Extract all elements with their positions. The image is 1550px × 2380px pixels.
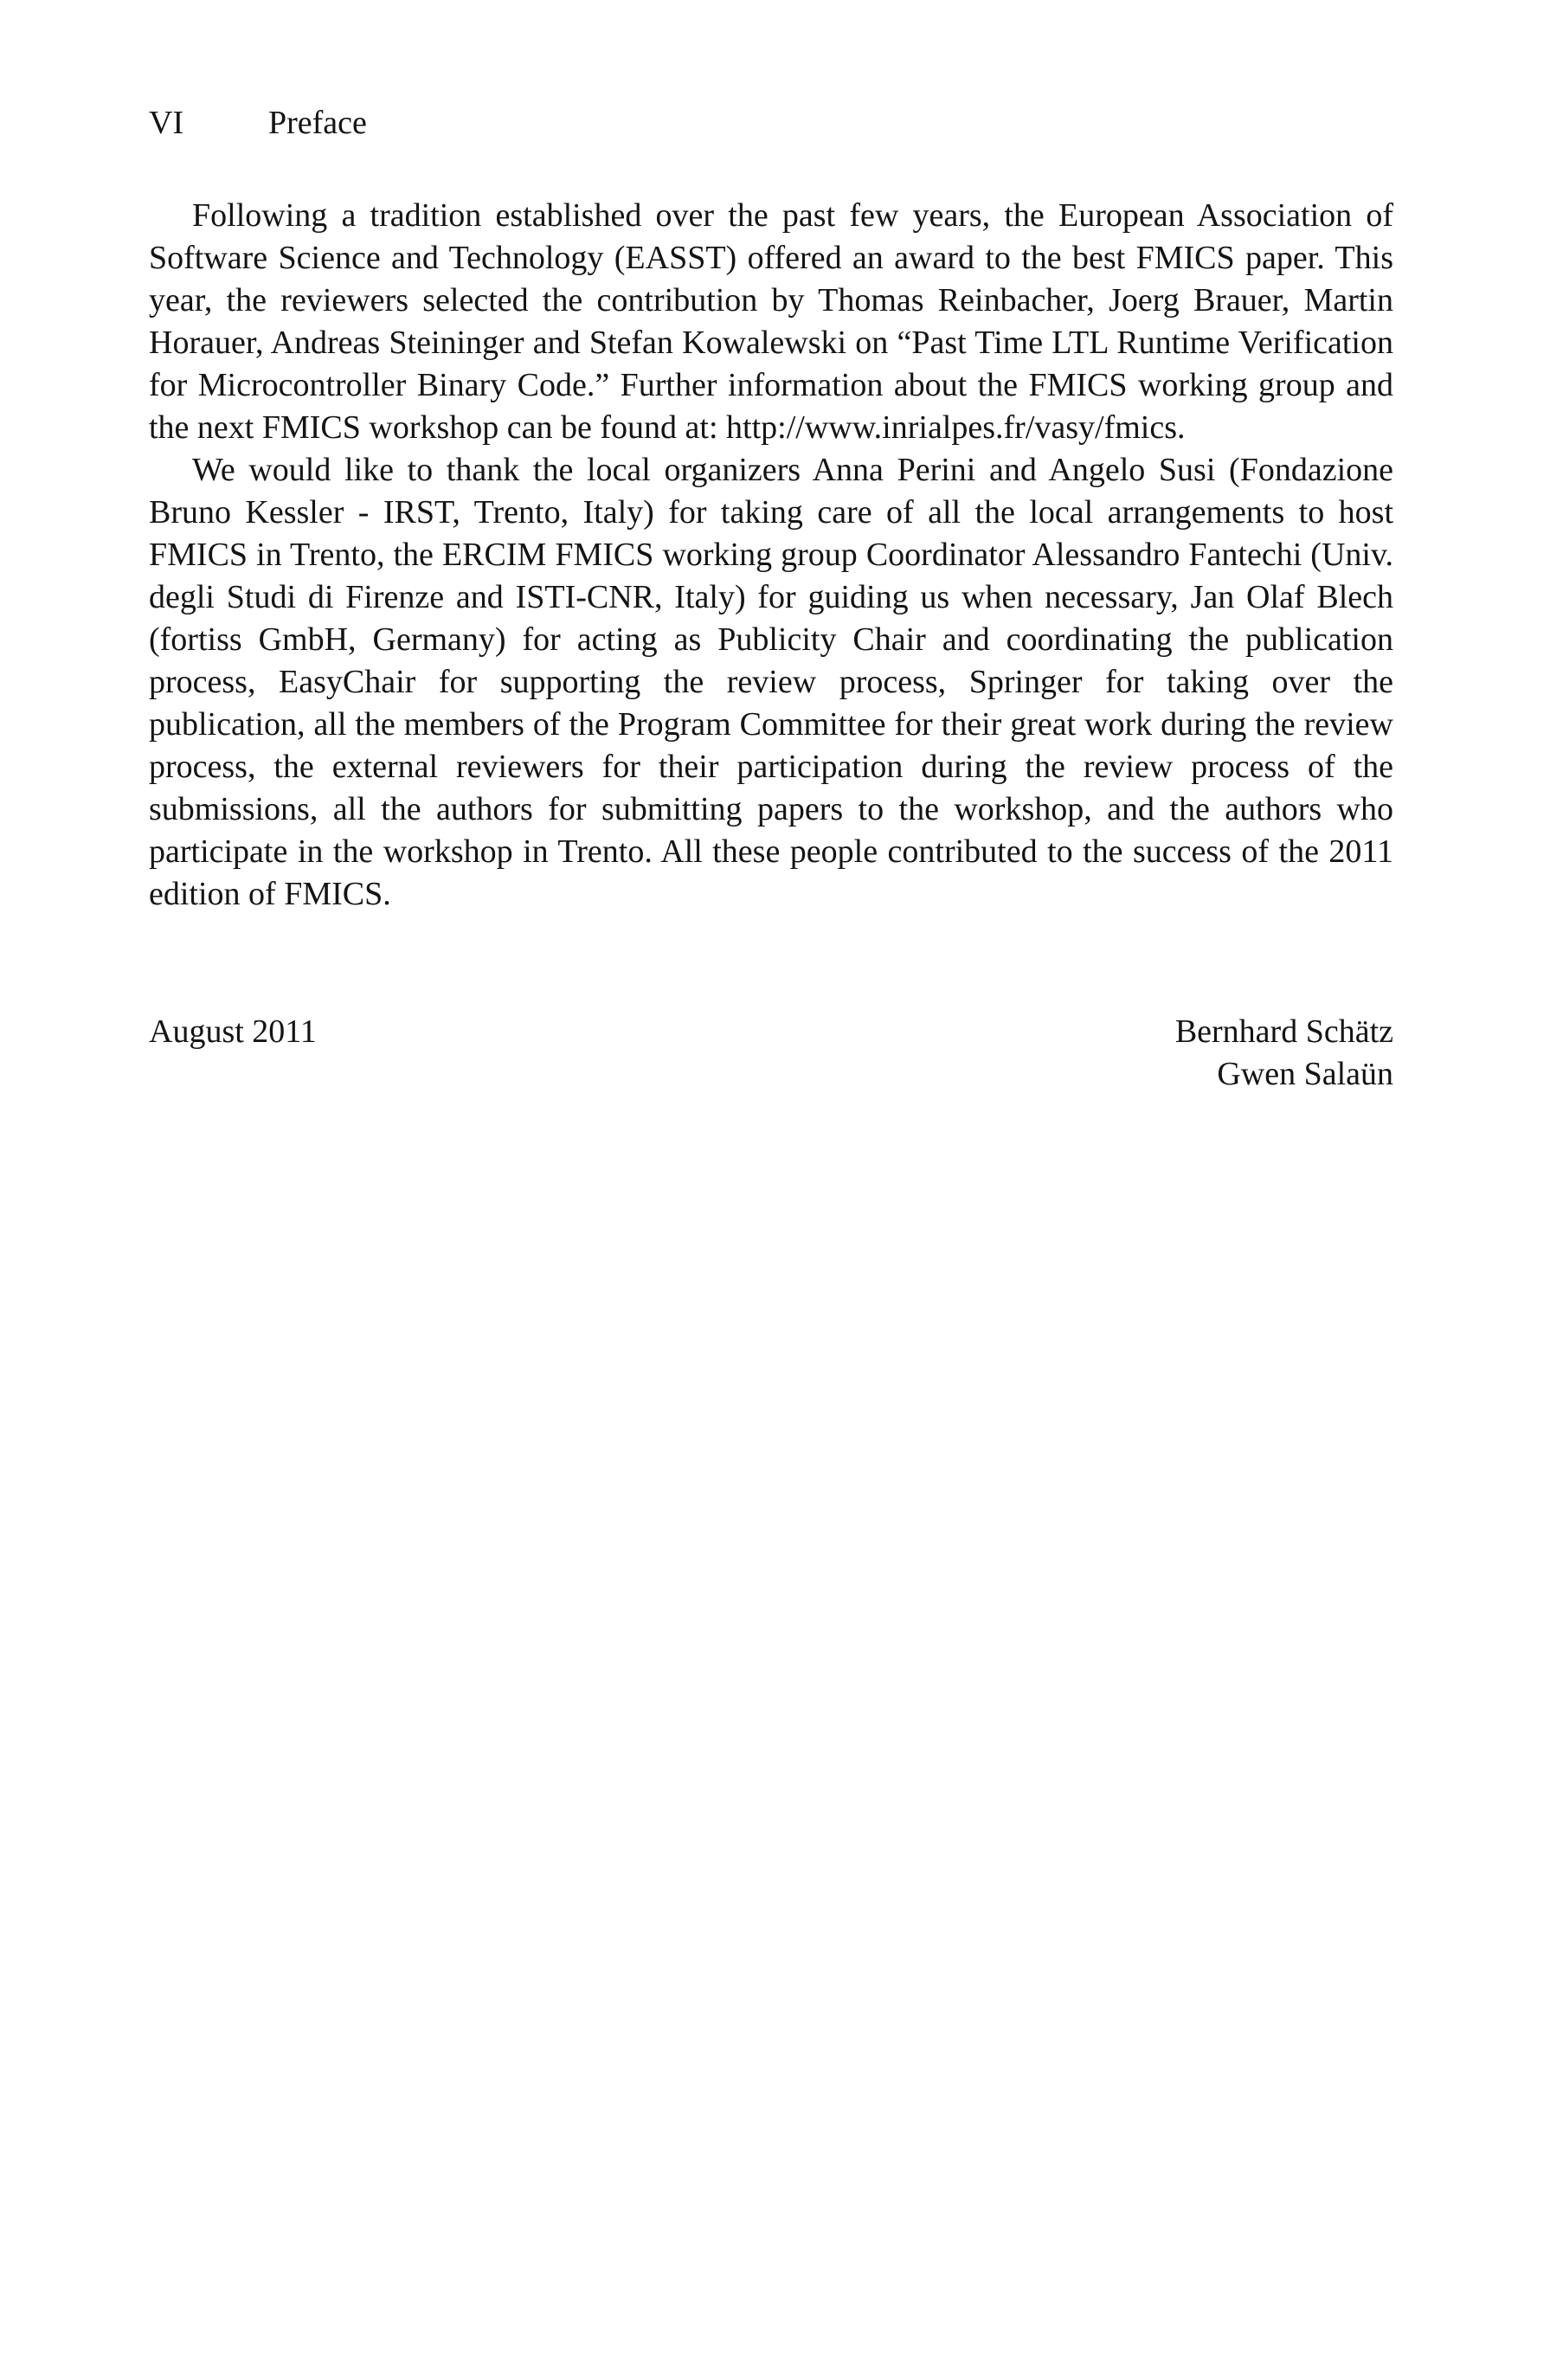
page-number: VI — [149, 105, 184, 141]
signature-name-2: Gwen Salaün — [1217, 1056, 1393, 1092]
preface-paragraph-1: Following a tradition established over the past few years, the European Association of Software Science and Technology (EASST) offered an award to the best FMICS paper. This year, the reviewers selected the contribution by Thomas Reinbacher, Joerg Brauer, Martin Horauer, Andreas Steininger and Stefan Kowalewski on “Past Time LTL Runtime Verification for Microcontroller Binary Code.” Further information about the FMICS working group and the next FMICS workshop can be found at: http://www.inrialpes.fr/vasy/fmics. — [149, 197, 1393, 446]
running-title: Preface — [268, 105, 367, 141]
page-header — [149, 102, 1393, 145]
preface-paragraph-2: We would like to thank the local organizers Anna Perini and Angelo Susi (Fondazione Bruno Kessler - IRST, Trento, Italy) for taking care of all the local arrangements to host FMICS in Trento, the ERCIM FMICS working group Coordinator Alessandro Fantechi (Univ. degli Studi di Firenze and ISTI-CNR, Italy) for guiding us when necessary, Jan Olaf Blech (fortiss GmbH, Germany) for acting as Publicity Chair and coordinating the publication process, EasyChair for supporting the review process, Springer for taking over the publication, all the members of the Program Committee for their great work during the review process, the external reviewers for their participation during the review process of the submissions, all the authors for submitting papers to the workshop, and the authors who participate in the workshop in Trento. All these people contributed to the success of the 2011 edition of FMICS. — [149, 452, 1393, 912]
signature-names — [1175, 1011, 1393, 1096]
signature-name-1: Bernhard Schätz — [1174, 1013, 1393, 1050]
signature-block — [149, 1011, 1393, 1096]
signature-date: August 2011 — [149, 1013, 317, 1050]
preface-body — [149, 195, 1393, 916]
